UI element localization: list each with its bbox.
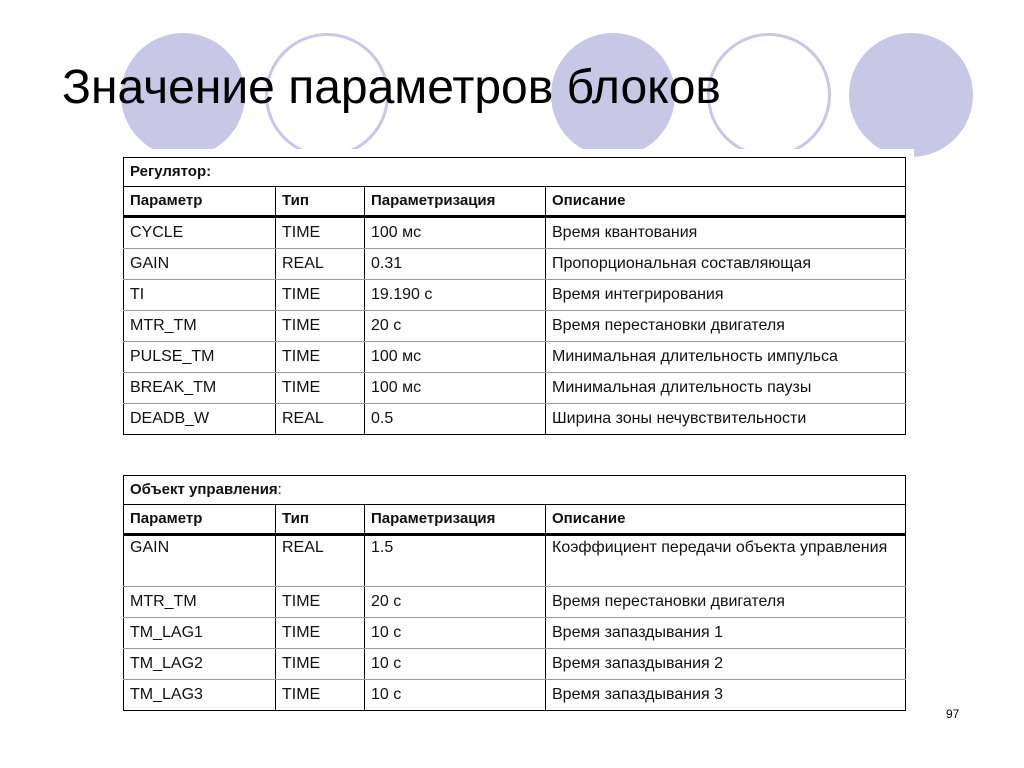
table-cell: Минимальная длительность импульса	[546, 342, 906, 373]
table-cell: MTR_TM	[124, 587, 276, 618]
table-cell: Время запаздывания 1	[546, 618, 906, 649]
table-caption	[124, 158, 906, 187]
table-row	[124, 535, 906, 587]
column-header: Тип	[276, 505, 365, 535]
table-caption-text: Регулятор:	[130, 163, 212, 181]
table-cell: TM_LAG3	[124, 680, 276, 711]
table-cell: Ширина зоны нечувствительности	[546, 404, 906, 435]
table-cell: TIME	[276, 373, 365, 404]
table-row	[124, 373, 906, 404]
table-cell: REAL	[276, 249, 365, 280]
table-row	[124, 280, 906, 311]
table-cell: TIME	[276, 618, 365, 649]
table-cell: TIME	[276, 342, 365, 373]
table-cell: 10 с	[365, 680, 546, 711]
table-header-row	[124, 187, 906, 217]
decor-circle	[707, 33, 831, 157]
column-header: Параметр	[124, 187, 276, 217]
table-cell: 1.5	[365, 535, 546, 587]
table-cell: GAIN	[124, 535, 276, 587]
table-row	[124, 587, 906, 618]
table-cell: TIME	[276, 649, 365, 680]
table-caption-row	[124, 476, 906, 505]
table-row	[124, 680, 906, 711]
table-cell: GAIN	[124, 249, 276, 280]
table-cell: Время запаздывания 3	[546, 680, 906, 711]
table-row	[124, 311, 906, 342]
table-cell: 10 с	[365, 618, 546, 649]
table-cell: 10 с	[365, 649, 546, 680]
table-cell: TIME	[276, 311, 365, 342]
table-cell: DEADB_W	[124, 404, 276, 435]
table-cell: TIME	[276, 587, 365, 618]
page-number: 97	[946, 707, 960, 721]
table-cell: 20 с	[365, 311, 546, 342]
table-caption-suffix: :	[277, 481, 282, 499]
column-header: Описание	[546, 187, 906, 217]
table-cell: 0.5	[365, 404, 546, 435]
table-cell: CYCLE	[124, 217, 276, 249]
table-cell: Коэффициент передачи объекта управления	[546, 535, 906, 587]
table-caption-text: Объект управления	[130, 481, 278, 499]
table-cell: Время квантования	[546, 217, 906, 249]
table-cell: MTR_TM	[124, 311, 276, 342]
table-cell: 20 с	[365, 587, 546, 618]
table-row	[124, 342, 906, 373]
table-cell: 100 мс	[365, 342, 546, 373]
plant-parameters-table	[123, 475, 906, 711]
table-cell: TM_LAG2	[124, 649, 276, 680]
table-cell: Пропорциональная составляющая	[546, 249, 906, 280]
table-cell: REAL	[276, 535, 365, 587]
table-cell: TM_LAG1	[124, 618, 276, 649]
column-header: Параметризация	[365, 187, 546, 217]
table-row	[124, 249, 906, 280]
table-cell: REAL	[276, 404, 365, 435]
table-row	[124, 217, 906, 249]
table-cell: TIME	[276, 280, 365, 311]
table-cell: BREAK_TM	[124, 373, 276, 404]
table-cell: TIME	[276, 217, 365, 249]
table-cell: Время запаздывания 2	[546, 649, 906, 680]
table-cell: 100 мс	[365, 217, 546, 249]
table-cell: 19.190 с	[365, 280, 546, 311]
column-header: Тип	[276, 187, 365, 217]
table-cell: Время перестановки двигателя	[546, 587, 906, 618]
table-cell: Минимальная длительность паузы	[546, 373, 906, 404]
regulator-parameters-table	[123, 157, 906, 435]
column-header: Описание	[546, 505, 906, 535]
table-cell: Время перестановки двигателя	[546, 311, 906, 342]
column-header: Параметризация	[365, 505, 546, 535]
table-row	[124, 618, 906, 649]
table-cell: 100 мс	[365, 373, 546, 404]
column-header: Параметр	[124, 505, 276, 535]
table-cell: 0.31	[365, 249, 546, 280]
table-cell: PULSE_TM	[124, 342, 276, 373]
table-cell: Время интегрирования	[546, 280, 906, 311]
table-header-row	[124, 505, 906, 535]
table-row	[124, 404, 906, 435]
table-row	[124, 649, 906, 680]
table-caption	[124, 476, 906, 505]
slide-title: Значение параметров блоков	[62, 61, 721, 114]
decor-circle	[849, 33, 973, 157]
table-caption-row	[124, 158, 906, 187]
table-cell: TI	[124, 280, 276, 311]
table-cell: TIME	[276, 680, 365, 711]
